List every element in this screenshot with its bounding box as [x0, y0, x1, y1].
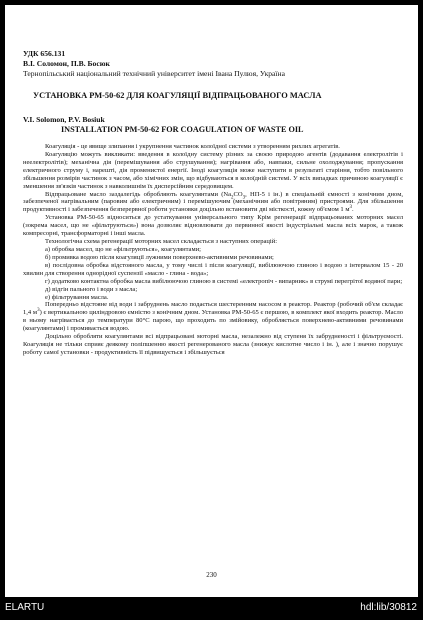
paragraph: Технологічна схема регенерації моторних масел складається з наступних операцій: [45, 238, 278, 246]
paragraph: Коагуляція - це явище злипання і укрупнення частинок колоїдної системи з утворенням рихлих агрегатів. [45, 143, 340, 150]
list-item: д) відгін пального і води з масла; [45, 285, 138, 293]
paragraph: Доцільно обробляти коагулянтами всі відпрацьовані моторні масла, незалежно від ступеня їх забрудненості і фільтруємості. Коагуляція не тільки сприяє деякому поліпшенню якості регенерованого масла (знижує кислотне число і ін. ), але і значно порушує роботу самої установки - продуктивність її підвищується і збільшується [23, 333, 403, 356]
paragraph: Коагуляцію можуть викликати: введення в колоїдну систему різних за своєю природою агентів (додавання електролітів і неелектролітів); механічна дія (перемішування або струшування); нагрівання або, навпаки, сильне охолоджування; пропускання електричного струму і, нарешті, дія променистої енергії. Іноді коагуляція може наступити в результаті старіння, тобто повільного збільшення розмірів частинок з часом, або хімічних змін, що відбуваються в колоїдній системі. У всіх випадках причиною коагуляції є зменшення зв'язків частинок з навколишнім їх дисперсійним середовищем. [23, 150, 403, 190]
list-item: г) додатково контактна обробка масла вибілюючою глиною в системі «електропіч - випарник» в струмі перегрітої водяної пари; [45, 277, 403, 285]
page-number: 230 [206, 571, 217, 579]
paragraph: Попередньо відстояне від води і забруднень масло подається шестеренним насосом в реактор. Реактор (робочий об'єм складає 1,4 $м^3$) є вертикальною циліндровою ємністю з конічним дном. Установка РМ-50-65 є першою, в комплект якої входить реактор. Масло в ньому нагрівається до температури 80°С парою, що проходить по змійовику, обробляється поверхнево-активними речовинами (коагулянтами) і промивається водою. [23, 301, 403, 333]
paragraph: Установка РМ-50-65 відноситься до устаткування універсального типу Крім регенерації відпрацьованих моторних масел (зокрема масел, що не «фільтруються») вона дозволяє відновлювати до первинної якості індустріальні масла всіх марок, а також компресорні, трансформаторні і інші масла. [23, 214, 403, 238]
list-item: б) промивка водою після коагуляції лужними поверхнево-активними речовинами; [45, 253, 274, 261]
udk-code: УДК 656.131 [23, 49, 66, 58]
authors-english: V.I. Solomon, P.V. Bosiuk [23, 115, 105, 124]
list-item: в) послідовна обробка відстояного масла, у тому числі і після коагуляції, вибілюючою глиною і водою з інтервалом 15 - 20 хвилин для створення однорідної суспензії «масло - глина - вода»; [23, 261, 403, 277]
list-item: а) обробка масел, що не «фільтруються», коагулянтами; [45, 245, 201, 253]
title-ukrainian: УСТАНОВКА РМ-50-62 ДЛЯ КОАГУЛЯЦІЇ ВІДПРАЦЬОВАНОГО МАСЛА [33, 91, 322, 100]
footer-handle: hdl:lib/30812 [360, 602, 417, 613]
list-item: е) фільтрування масла. [45, 293, 109, 301]
footer-bar [0, 597, 423, 620]
authors: В.І. Соломон, П.В. Босюк [23, 59, 110, 68]
article-body [23, 143, 403, 357]
affiliation: Тернопільський національний технічний університет імені Івана Пулюя, Україна [23, 69, 285, 78]
footer-repository-label: ELARTU [5, 602, 45, 613]
paragraph: Відпрацьоване масло заздалегідь обробляють коагулянтами ($Na_2CO_3$, НП-5 і ін.) в спеціальній ємності з конічним дном, забезпеченої нагрівальним (паровим або електричним) і перемішуючим (механічним або повітряним) пристроями. Для збільшення продуктивності і забезпечення безперервної роботи установки доцільно встановити дві місткості, кожну об'ємом 1 $м^3$. [23, 190, 403, 214]
document-page [5, 5, 418, 597]
title-english: INSTALLATION PM-50-62 FOR COAGULATION OF WASTE OIL [61, 125, 304, 134]
